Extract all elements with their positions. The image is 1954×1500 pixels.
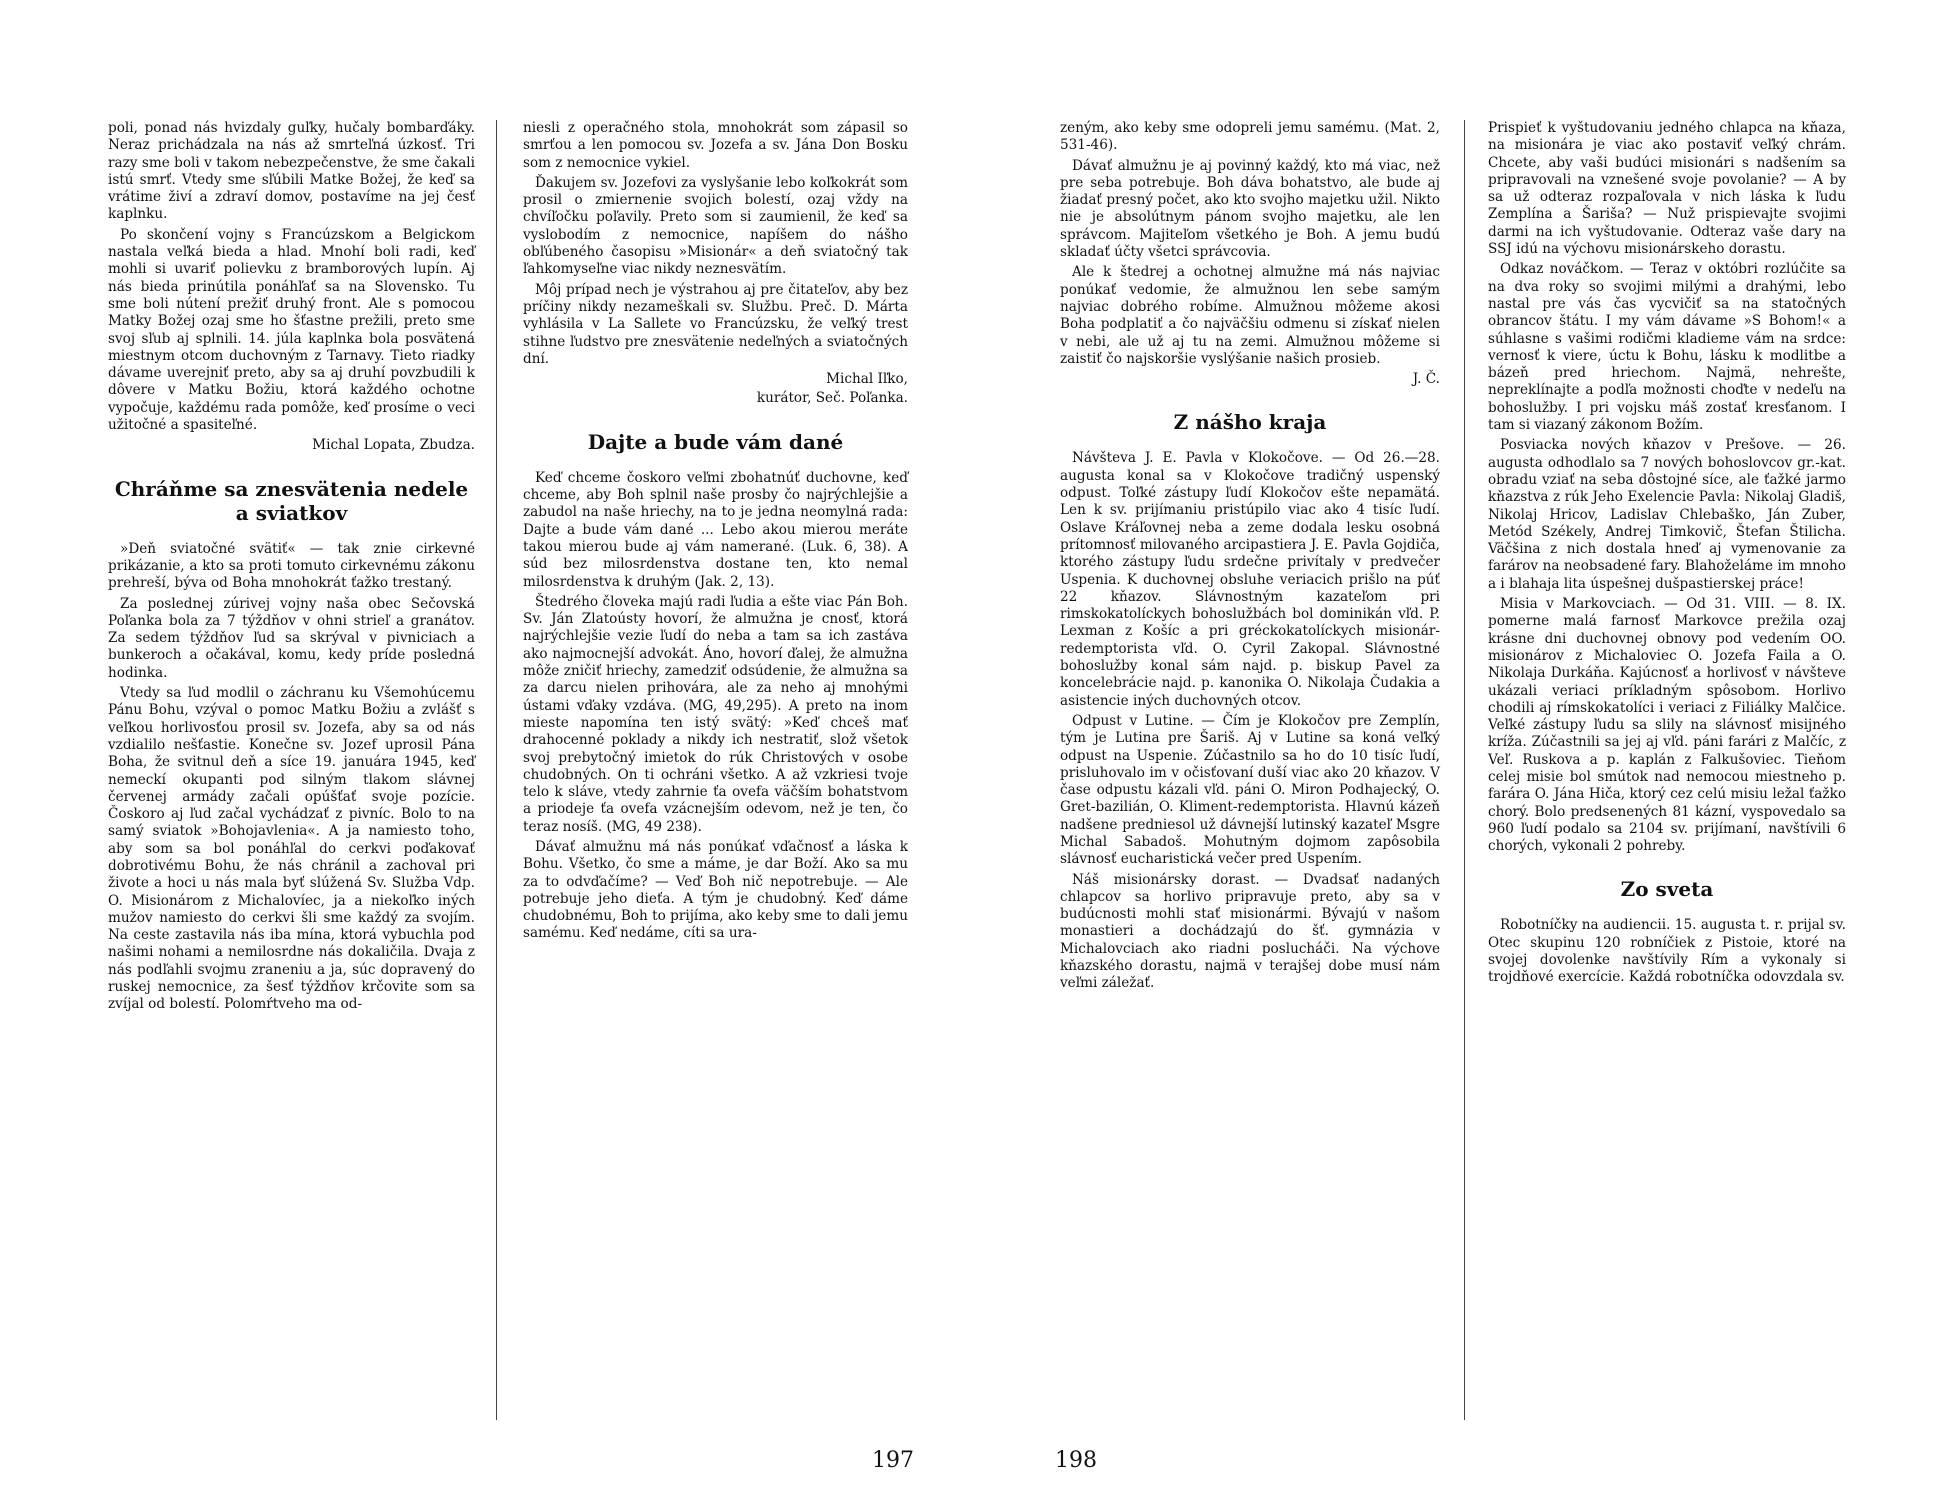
signature-name: Michal Iľko, [826,371,908,388]
paragraph: Posviacka nových kňazov v Prešove. — 26. augusta odhodlalo sa 7 nových bohoslovcov gr.-kat. obradu vziať na seba dôstojné síce, ale ťažké jarmo kňazstva z rúk Jeho Exelencie Pavla: Nikolaj Gladiš, Nikolaj Hricov, Ladislav Chlebaško, Ján Zuber, Metód Székely, Andrej Timkovič, Štefan Štilicha. Väčšina z nich dostala hneď aj vymenovanie za farárov na neobsadené fary. Blahoželáme im mnoho a i blahaja lita úspešnej dušpastierskej práce! [1488,437,1846,592]
paragraph: Dávať almužnu má nás ponúkať vďačnosť a láska k Bohu. Všetko, čo sme a máme, je dar Boží. Ako sa mu za to odvďačíme? — Veď Boh nič nepotrebuje. — Ale potrebuje jeho dieťa. A tým je chudobný. Keď dáme chudobnému, Boh to prijíma, ako keby sme to dali jemu samému. Keď nedáme, cíti sa ura- [523,838,908,942]
article-heading: Dajte a bude vám dané [587,429,844,454]
page-number-left: 197 [872,1448,914,1473]
paragraph: Vtedy sa ľud modlil o záchranu ku Všemohúcemu Pánu Bohu, vzýval o pomoc Matku Božiu a zvlášť s veľkou horlivosťou prosil sv. Jozefa, aby sa od nás vzdialilo nešťastie. Konečne sv. Jozef uprosil Pána Boha, že svitnul deň a síce 19. januára 1945, keď nemeckí okupanti pod silným tlakom slávnej červenej armády začali opúšťať svoje pozície. Čoskoro aj ľud začal vychádzať z pivníc. Bolo to na samý sviatok »Bohojavlenia«. A ja namiesto toho, aby som sa bol ponáhľal do cerkvi poďakovať dobrotivému Bohu, že nás chránil a zachoval pri živote a hoci u nás mala byť slúžená Sv. Služba Vdp. O. Misionárom z Michalovíec, ja a niekoľko iných mužov namiesto do cerkvi šli sme každý za svojím. Na ceste zastavila nás iba mína, ktorá vybuchla pod našimi nohami a nemilosrdne nás dokaličila. Dvaja z nás podľahli svojmu zraneniu a ja, súc dopravený do ruskej nemocnice, za šesť týždňov krčovite som sa zvíjal od bolestí. Polomŕtveho ma od- [108,685,475,1013]
paragraph: Dávať almužnu je aj povinný každý, kto má viac, než pre seba potrebuje. Boh dáva bohatstvo, ale bude aj žiadať presný počet, ako kto svojho majetku užil. Nikto nie je absolútnym pánom svojho majetku, ale len správcom. Majiteľom všetkého je Boh. A jemu budú skladať účty všetci správcovia. [1060,157,1440,261]
paragraph: Misia v Markovciach. — Od 31. VIII. — 8. IX. pomerne malá farnosť Markovce prežila ozaj krásne dni duchovnej obnovy pod vedením OO. misionárov z Michaloviec O. Jozefa Faila a O. Nikolaja Durkáňa. Kajúcnosť a horlivosť v návšteve ukázali veriaci príkladným spôsobom. Horlivo chodili aj rímskokatolíci i veriaci z Filiálky Malčice. Veľké zástupy ľudu sa slily na slávnosť misijného kríža. Zúčastnili sa jej aj vľd. páni farári z Malčíc, z Veľ. Ruskova a p. kaplán z Falkušoviec. Tieňom celej misie bol smútok nad nemocou miestneho p. farára O. Jána Hiča, ktorý cez celú misiu ležal ťažko chorý. Bolo predsenených 81 kázní, vyspovedalo sa 960 ľudí podalo sa 2104 sv. prijímaní, navštívili 6 chorých, vykonali 2 pohreby. [1488,596,1846,855]
signature-title: kurátor, Seč. Poľanka. [756,390,908,407]
paragraph: Keď chceme čoskoro veľmi zbohatnúť duchovne, keď chceme, aby Boh splnil naše prosby čo najrýchlejšie a zabudol na naše hriechy, na to je jedna neomylná rada: Dajte a bude vám dané ... Lebo akou mierou meráte takou mierou bude aj vám namerané. (Luk. 6, 38). A súd bez milosrdenstva dostane ten, kto nemal milosrdenstva k druhým (Jak. 2, 13). [523,469,908,590]
column-divider [496,120,497,1420]
paragraph: »Deň sviatočné svätiť« — tak znie cirkevné prikázanie, a kto sa proti tomuto cirkevnému zákonu prehreší, býva od Boha mnohokrát ťažko trestaný. [108,540,475,592]
paragraph: Štedrého človeka majú radi ľudia a ešte viac Pán Boh. Sv. Ján Zlatoústy hovorí, že almužna je cnosť, ktorá najrýchlejšie vezie ľudí do neba a tam sa ich zastáva ako najmocnejší advokát. Áno, hovorí ďalej, že almužna môže zničiť hriechy, zamedziť odsúdenie, že almužna sa za darcu nielen prihovára, ale za neho aj mnohými ústami vďaky vzdáva. (MG, 49,295). A preto na inom mieste napomína ten istý svätý: »Keď chceš mať drahocenné poklady a nikdy ich nestratiť, slož všetok svoj prebytočný imietok do rúk Christových v osobe chudobných. On ti ochráni všetko. A až vzkriesi tvoje telo k sláve, vtedy zahrnie ťa ovefa väčším bohatstvom a priodeje ťa ovefa vzácnejším odevom, než je ten, čo teraz nosíš. (MG, 49 238). [523,593,908,835]
paragraph: Ale k štedrej a ochotnej almužne má nás najviac ponúkať vedomie, že almužnou len sebe samým najviac dobrého robíme. Almužnou môžeme akosi Boha podplatiť a čo najväčšiu odmenu si získať nielen v nebi, ale už aj tu na zemi. Almužnou môžeme si zaistiť čo najskoršie vyslýšanie našich prosieb. [1060,264,1440,367]
paragraph: Náš misionársky dorast. — Dvadsať nadaných chlapcov sa horlivo pripravuje preto, aby sa v budúcnosti mohli stať misionármi. Bývajú v našom monastieri a dochádzajú do šť. gymnázia v Michalovciach ako riadni poslucháči. Na výchove kňazského dorastu, najmä v terajšej dobe musí nám veľmi záležať. [1060,871,1440,992]
signature: Michal Lopata, Zbudza. [312,437,475,454]
right-page-column-1 [1060,120,1440,996]
paragraph: Odkaz nováčkom. — Teraz v októbri rozlúčite sa na dva roky so svojimi milými a drahými, lebo nastal pre vás čas vycvičiť sa na statočných obrancov štátu. I my vám dávame »S Bohom!« a súhlasne s vašimi rodičmi kladieme vám na srdce: vernosť k viere, úctu k Bohu, lásku k modlitbe a bázeň pred hriechom. Najmä, nehrešte, nepreklínajte a podľa možnosti choďte v nedeľu na bohoslužby. I pri vojsku máš zostať kresťanom. I tam si viazaný zákonom Božím. [1488,261,1846,434]
paragraph: Návšteva J. E. Pavla v Klokočove. — Od 26.—28. augusta konal sa v Klokočove tradičný uspenský odpust. Toľké zástupy ľudí Klokočov ešte nepamätá. Len k sv. prijímaniu pristúpilo viac ako 4 tisíc ľudí. Oslave Kráľovnej neba a zeme dodala lesku osobná prítomnosť milovaného arcipastiera J. E. Pavla Gojdiča, ktorého zástupy ľudu srdečne privítaly v predvečer Uspenia. K duchovnej obsluhe veriacich prišlo na púť 22 kňazov. Slávnostným kazateľom pri rimskokatolíckych bohoslužbách bol dominikán vľd. P. Lexman z Košíc a pri gréckokatolíckych misionár-redemptorista vľd. O. Cyril Zakopal. Slávnostné bohoslužby konal sám najd. p. biskup Pavel za koncelebrácie najd. p. kanonika O. Nikolaja Čudakia a asistencie iných duchovných otcov. [1060,450,1440,709]
signature: J. Č. [1412,371,1440,388]
paragraph: Za poslednej zúrivej vojny naša obec Sečovská Poľanka bola za 7 týždňov v ohni strieľ a granátov. Za sedem týždňov ľud sa skrýval v pivniciach a bunkeroch a očakával, komu, kedy príde posledná hodinka. [108,595,475,681]
section-heading: Zo sveta [1620,877,1714,902]
paragraph: Prispieť k vyštudovaniu jedného chlapca na kňaza, na misionára je viac ako postaviť veľký chrám. Chcete, aby vaši budúci misionári s nadšením sa pripravovali na vznešené svoje povolanie? — A by sa už odteraz rozpaľovala v nich láska k ľudu Zemplína a Šariša? — Nuž prispievajte svojimi darmi na ich vyštudovanie. Odteraz vaše dary na SSJ idú na výchovu misionárskeho dorastu. [1488,120,1846,258]
section-heading: Z nášho kraja [1173,410,1327,435]
article-heading: Chráňme sa znesvätenia nedele a sviatkov [114,476,469,525]
paragraph: niesli z operačného stola, mnohokrát som zápasil so smrťou a len pomocou sv. Jozefa a sv. Jána Don Bosku som z nemocnice vykiel. [523,120,908,171]
page-number-right: 198 [1055,1448,1097,1473]
paragraph: poli, ponad nás hvizdaly guľky, hučaly bombarďáky. Neraz prichádzala na nás až smrteľná úzkosť. Tri razy sme boli v takom nebezpečenstve, že sme čakali istú smrť. Vtedy sme sľúbili Matke Božej, že keď sa vrátime živí a zdraví domov, postavíme na jej česť kaplnku. [108,120,475,223]
right-page-column-2 [1488,120,1846,990]
paragraph: Ďakujem sv. Jozefovi za vyslyšanie lebo koľkokrát som prosil o zmiernenie svojich bolestí, ozaj vždy na chvíľočku poľavily. Preto som si zaumienil, že keď sa vyslobodím z nemocnice, napíšem do nášho obľúbeného časopisu »Misionár« a deň sviatočný tak ľahkomyseľne viac nikdy neznesvätím. [523,174,908,278]
paragraph: Môj prípad nech je výstrahou aj pre čitateľov, aby bez príčiny nikdy nezameškali sv. Službu. Preč. D. Márta vyhlásila v La Sallete vo Francúzsku, že veľký trest stihne ľudstvo pre znesvätenie nedeľných a sviatočných dní. [523,281,908,367]
column-divider [1464,120,1465,1420]
left-page-column-1 [108,120,475,1017]
paragraph: zeným, ako keby sme odopreli jemu samému. (Mat. 2, 531-46). [1060,120,1440,154]
paragraph: Robotníčky na audiencii. 15. augusta t. r. prijal sv. Otec skupinu 120 robníčiek z Pistoie, ktoré na svojej dovolenke navštívily Rím a vykonaly si trojdňové exercície. Každá robotníčka odovzdala sv. [1488,917,1846,986]
paragraph: Po skončení vojny s Francúzskom a Belgickom nastala veľká bieda a hlad. Mnohí boli radi, keď mohli si uvariť polievku z bramborových lupín. Aj nás bieda prinútila ponáhľať sa na Slovensko. Tu sme boli nútení prežiť druhý front. Ale s pomocou Matky Božej ozaj sme ho šťastne prežili, preto sme svoj sľub aj splnili. 14. júla kaplnka bola posvätená miestnym otcom duchovným z Tarnavy. Tieto riadky dávame uverejniť preto, aby sa aj druhí povzbudili k dôvere v Matku Božiu, ktorá každého ochotne vypočuje, každému rada pomôže, keď prosíme o veci užitočné a spasiteľné. [108,226,475,434]
paragraph: Odpust v Lutine. — Čím je Klokočov pre Zemplín, tým je Lutina pre Šariš. Aj v Lutine sa koná veľký odpust na Uspenie. Zúčastnilo sa ho do 10 tisíc ľudí, prisluhovalo im v očisťovaní duší viac ako 20 kňazov. V čase odpustu kázali vľd. páni O. Miron Podhajecký, O. Gret-bazilián, O. Kliment-redemptorista. Hlavnú kázeň nadšene predniesol už dávnejší lutinský kazateľ Msgre Michal Sabadoš. Mohutným dojmom zapôsobila slávnosť eucharistická večer pred Uspením. [1060,712,1440,868]
left-page-column-2 [523,120,908,946]
